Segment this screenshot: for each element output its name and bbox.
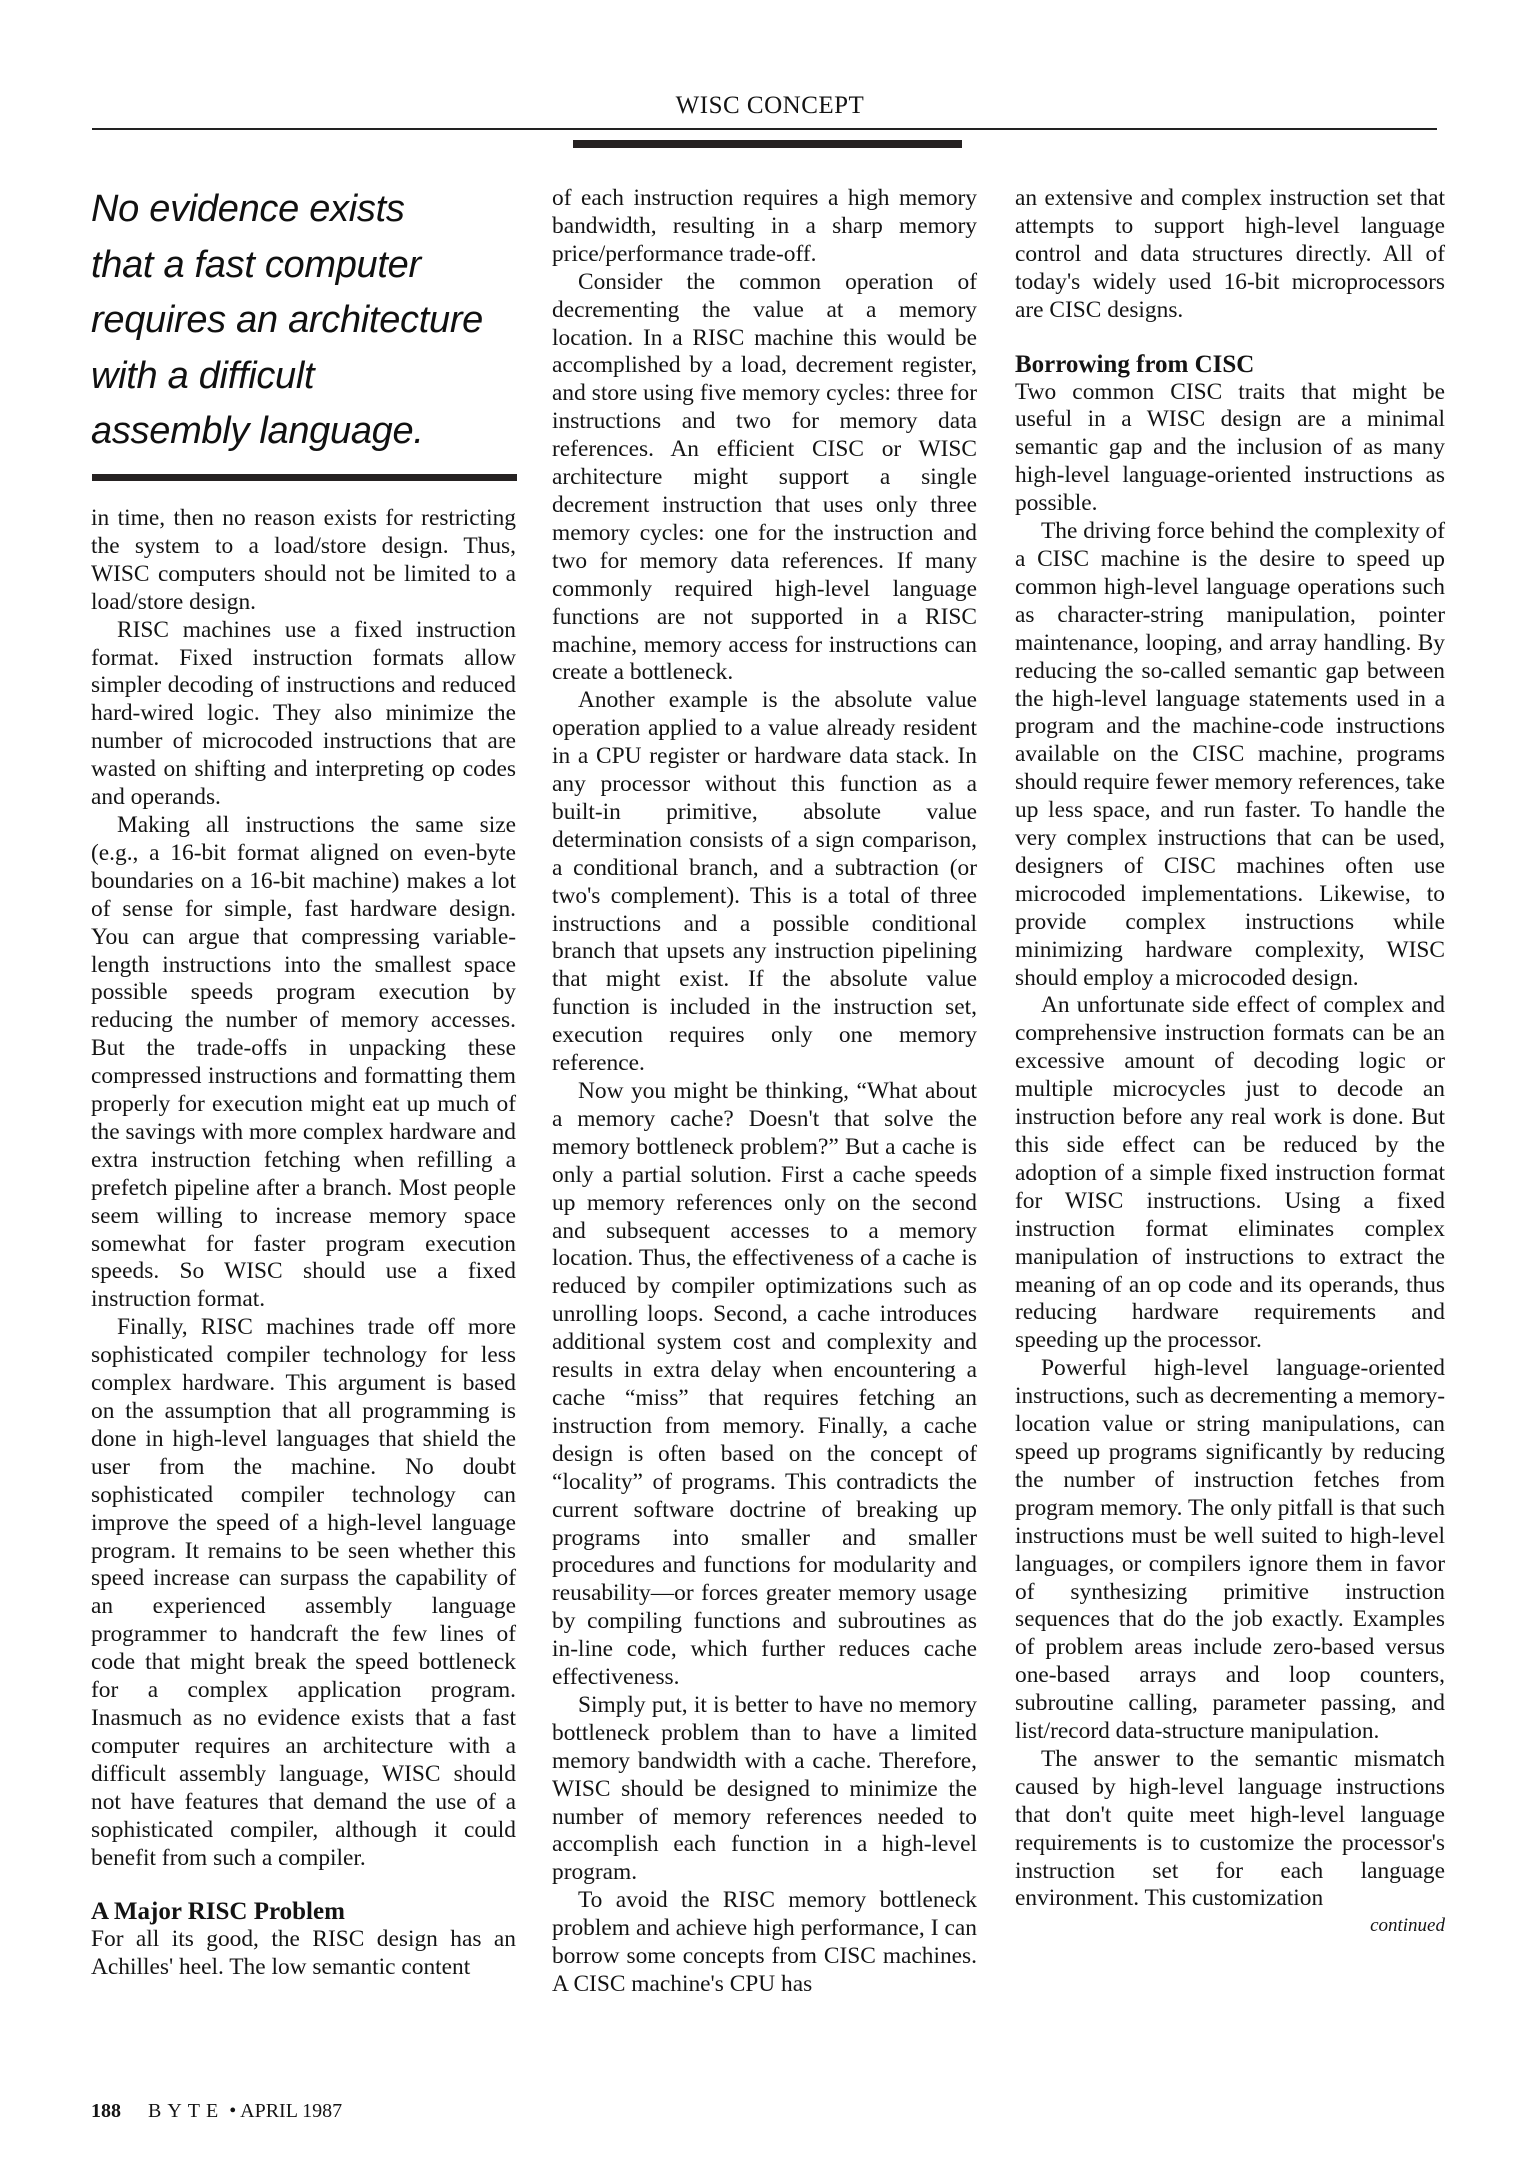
spacer	[91, 1872, 516, 1898]
issue-date: APRIL 1987	[240, 2100, 343, 2122]
paragraph: Consider the common operation of decrementing the value at a memory location. In a RISC machine this would be accomplished by a load, decrement register, and store using five memory cycles: three for instructions and two for memory data references. An efficient CISC or WISC architecture might support a single decrement instruction that uses only three memory cycles: one for the instruction and two for memory data references. If many commonly required high-level language functions are not supported in a RISC machine, memory access for instructions can create a bottleneck.	[552, 268, 977, 686]
pull-quote-line: No evidence exists	[91, 188, 405, 230]
header-rule	[92, 128, 1437, 130]
paragraph: of each instruction requires a high memory bandwidth, resulting in a sharp memory price/performance trade-off.	[552, 185, 977, 267]
paragraph: Now you might be thinking, “What about a memory cache? Doesn't that solve the memory bottleneck problem?” But a cache is only a partial solution. First a cache speeds up memory references only on the second and subsequent accesses to a memory location. Thus, the effectiveness of a cache is reduced by compiler optimizations such as unrolling loops. Second, a cache introduces additional system cost and complexity and results in extra delay when encountering a cache “miss” that requires fetching an instruction from memory. Finally, a cache design is often based on the concept of “locality” of programs. This contradicts the current software doctrine of breaking up programs into smaller and smaller procedures and functions for modularity and reusability—or forces greater memory usage by compiling functions and subroutines as in-line code, which further reduces cache effectiveness.	[552, 1078, 977, 1691]
paragraph: The driving force behind the complexity of a CISC machine is the desire to speed up common high-level language operations such as character-string manipulation, pointer maintenance, looping, and array handling. By reducing the so-called semantic gap between the high-level language statements used in a program and the machine-code instructions available on the CISC machine, programs should require fewer memory references, take up less space, and run faster. To handle the very complex instructions that can be used, designers of CISC machines often use microcoded implementations. Likewise, to provide complex instructions while minimizing hardware complexity, WISC should employ a microcoded design.	[1015, 518, 1446, 991]
pull-quote-line: that a fast computer	[91, 243, 421, 286]
paragraph: Making all instructions the same size (e.g., a 16-bit format aligned on even-byte boundaries on a 16-bit machine) makes a lot of sense for simple, fast hardware design. You can argue that compressing variable-length instructions into the smallest space possible speeds program execution by reducing the number of memory accesses. But the trade-offs in unpacking these compressed instructions and formatting them properly for execution might eat up much of the savings with more complex hardware and extra instruction fetching when refilling a prefetch pipeline after a branch. Most people seem willing to increase memory space somewhat for faster program execution speeds. So WISC should use a fixed instruction format.	[91, 811, 516, 1313]
running-head: WISC CONCEPT	[675, 92, 865, 119]
continued-label: continued	[1370, 1915, 1445, 1937]
middle-column	[552, 185, 977, 1999]
pull-quote	[91, 182, 531, 460]
paragraph: an extensive and complex instruction set that attempts to support high-level language control and data structures directly. All of today's widely used 16-bit microprocessors are CISC designs.	[1015, 185, 1445, 323]
paragraph: The answer to the semantic mismatch caused by high-level language instructions that don't quite meet high-level language requirements is to customize the processor's instruction set for each language environment. This customization	[1015, 1745, 1445, 1912]
section-heading: A Major RISC Problem	[91, 1898, 345, 1926]
paragraph: Powerful high-level language-oriented instructions, such as decrementing a memory-location value or string manipulations, can speed up programs significantly by reducing the number of instruction fetches from program memory. The only pitfall is that such instructions must be well suited to high-level languages, or compilers ignore them in favor of synthesizing primitive instruction sequences that do the job exactly. Examples of problem areas include zero-based versus one-based arrays and loop counters, subroutine calling, parameter passing, and list/record data-structure manipulation.	[1015, 1355, 1446, 1745]
pull-quote-line: requires an architecture	[91, 299, 484, 341]
paragraph: RISC machines use a fixed instruction format. Fixed instruction formats allow simpler decoding of instructions and reduced hard-wired logic. They also minimize the number of microcoded instructions that are wasted on shifting and interpreting op codes and operands.	[91, 616, 516, 811]
paragraph: An unfortunate side effect of complex and comprehensive instruction formats can be an excessive amount of decoding logic or multiple microcycles just to decode an instruction before any real work is done. But this side effect can be reduced by the adoption of a simple fixed instruction format for WISC instructions. Using a fixed instruction format eliminates complex manipulation of instructions to extract the meaning of an op code and its operands, thus reducing hardware requirements and speeding up the processor.	[1015, 992, 1445, 1354]
spacer	[1015, 325, 1445, 351]
paragraph: Finally, RISC machines trade off more sophisticated compiler technology for less complex hardware. This argument is based on the assumption that all programming is done in high-level languages that shield the user from the machine. No doubt sophisticated compiler technology can improve the speed of a high-level language program. It remains to be seen whether this speed increase can surpass the capability of an experienced assembly language programmer to handcraft the few lines of code that might break the speed bottleneck for a complex application program. Inasmuch as no evidence exists that a fast computer requires an architecture with a difficult assembly language, WISC should not have features that demand the use of a sophisticated compiler, although it could benefit from such a compiler.	[91, 1314, 516, 1871]
pull-quote-line: with a difficult	[91, 354, 315, 397]
paragraph: Simply put, it is better to have no memory bottleneck problem than to have a limited memory bandwidth with a cache. Therefore, WISC should be designed to minimize the number of memory references needed to accomplish each function in a high-level program.	[552, 1691, 977, 1886]
magazine-name: BYTE	[148, 2100, 225, 2122]
footer-separator: •	[229, 2100, 237, 2122]
paragraph: in time, then no reason exists for restricting the system to a load/store design. Thus, WISC computers should not be limited to a load/store design.	[91, 505, 516, 615]
page-number: 188	[91, 2100, 121, 2122]
pull-quote-line: assembly language.	[91, 410, 424, 452]
paragraph: Two common CISC traits that might be useful in a WISC design are a minimal semantic gap and the inclusion of as many high-level language-oriented instructions as possible.	[1015, 378, 1445, 517]
right-column	[1015, 185, 1445, 1939]
paragraph: For all its good, the RISC design has an Achilles' heel. The low semantic content	[91, 1926, 516, 1981]
section-heading: Borrowing from CISC	[1015, 350, 1255, 378]
pull-quote-rule	[92, 474, 517, 481]
header-accent-bar	[573, 140, 962, 148]
paragraph: Another example is the absolute value operation applied to a value already resident in a CPU register or hardware data stack. In any processor without this function as a built-in primitive, absolute value determination consists of a sign comparison, a conditional branch, and a subtraction (or two's complement). This is a total of three instructions and a possible conditional branch that upsets any instruction pipelining that might exist. If the absolute value function is included in the instruction set, execution requires only one memory reference.	[552, 687, 977, 1077]
paragraph: To avoid the RISC memory bottleneck problem and achieve high performance, I can borrow some concepts from CISC machines. A CISC machine's CPU has	[552, 1887, 977, 1997]
left-column	[91, 505, 516, 1982]
page-footer	[91, 2100, 342, 2123]
